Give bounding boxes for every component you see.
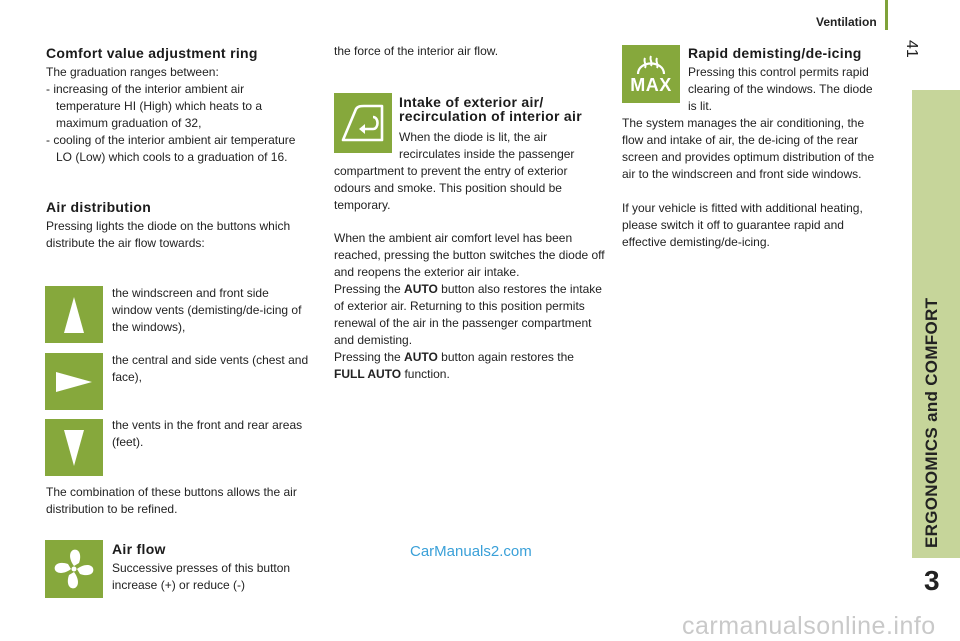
- intake-p2-c3: function.: [401, 367, 450, 381]
- intake-p1-a: When the diode is lit, the air: [399, 130, 548, 144]
- page-number: 41: [903, 40, 920, 58]
- air-flow-button[interactable]: [45, 540, 103, 598]
- watermark-carmanualsonline: carmanualsonline.info: [682, 612, 936, 640]
- air-flow-text: Successive presses of this button increase (+) or reduce (-): [112, 561, 291, 592]
- intake-p2-b2: button also restores the intake of exterior air. Returning to this position permits renewal of the air in the passenger compartment and demisting.: [334, 282, 602, 347]
- feet-vent-text: the vents in the front and rear areas (feet).: [112, 418, 303, 449]
- central-vent-text: the central and side vents (chest and face),: [112, 353, 309, 384]
- demist-icon: [635, 54, 667, 76]
- comfort-intro: The graduation ranges between:: [46, 65, 219, 79]
- max-label: MAX: [630, 75, 672, 95]
- chapter-side-tab-label: ERGONOMICS and COMFORT: [922, 297, 941, 548]
- comfort-item-hi: - increasing of the interior ambient air temperature HI (High) which heats to a maximum graduation of 32,: [46, 82, 263, 130]
- central-vent-button[interactable]: [45, 353, 103, 410]
- windscreen-vent-button[interactable]: [45, 286, 103, 343]
- auto-word-2: AUTO: [404, 350, 438, 364]
- rapid-demisting-title: Rapid demisting/de-icing: [688, 45, 862, 61]
- fan-icon: [53, 548, 95, 590]
- rapid-demisting-p3: If your vehicle is fitted with additional heating, please switch it off to guarantee rapid and effective demisting/de-icing.: [622, 201, 863, 249]
- max-demist-button[interactable]: [622, 45, 680, 103]
- windscreen-vent-icon: [59, 295, 89, 335]
- windscreen-vent-text: the windscreen and front side window vents (demisting/de-icing of the windows),: [112, 286, 302, 334]
- air-distribution-intro: Pressing lights the diode on the buttons which distribute the air flow towards:: [46, 219, 291, 250]
- intake-title-line2: recirculation of interior air: [399, 108, 582, 124]
- intake-title-line1: Intake of exterior air/: [399, 94, 544, 110]
- air-distribution-title: Air distribution: [46, 199, 152, 215]
- intake-p1-b: recirculates inside the passenger: [399, 147, 575, 161]
- full-auto-word: FULL AUTO: [334, 367, 402, 381]
- comfort-item-lo: - cooling of the interior ambient air temperature LO (Low) which cools to a graduation of 16.: [46, 133, 296, 164]
- header-rule: [885, 0, 888, 30]
- intake-p2-c: [334, 349, 604, 383]
- central-vent-icon: [54, 367, 94, 397]
- rapid-demisting-p1: Pressing this control permits rapid clearing of the windows. The diode is lit.: [688, 65, 873, 113]
- feet-vent-icon: [59, 428, 89, 468]
- rapid-demisting-p2: The system manages the air conditioning, the flow and intake of air, the de-icing of the rear screen and provides optimum distribution of the air to the windscreen and front side windows.: [622, 116, 875, 181]
- intake-p2-b1: Pressing the: [334, 282, 405, 296]
- intake-p2-a: When the ambient air comfort level has been reached, pressing the button switches the diode off and reopens the exterior air intake.: [334, 231, 605, 279]
- feet-vent-button[interactable]: [45, 419, 103, 476]
- air-flow-continued: the force of the interior air flow.: [334, 44, 499, 58]
- intake-p2-c2: button again restores the: [437, 350, 574, 364]
- auto-word: AUTO: [404, 282, 438, 296]
- chapter-number: 3: [924, 565, 940, 596]
- watermark-carmanuals2: CarManuals2.com: [410, 543, 532, 560]
- air-flow-title: Air flow: [112, 541, 166, 557]
- header-title: Ventilation: [816, 15, 877, 29]
- comfort-title: Comfort value adjustment ring: [46, 45, 258, 61]
- intake-p1-c: compartment to prevent the entry of exterior odours and smoke. This position should be temporary.: [334, 164, 568, 212]
- recirculation-icon: [340, 103, 386, 143]
- intake-p2-c1: Pressing the: [334, 350, 405, 364]
- intake-p2-b: [334, 281, 604, 349]
- recirculation-button[interactable]: [334, 93, 392, 153]
- combination-text: The combination of these buttons allows the air distribution to be refined.: [46, 485, 297, 516]
